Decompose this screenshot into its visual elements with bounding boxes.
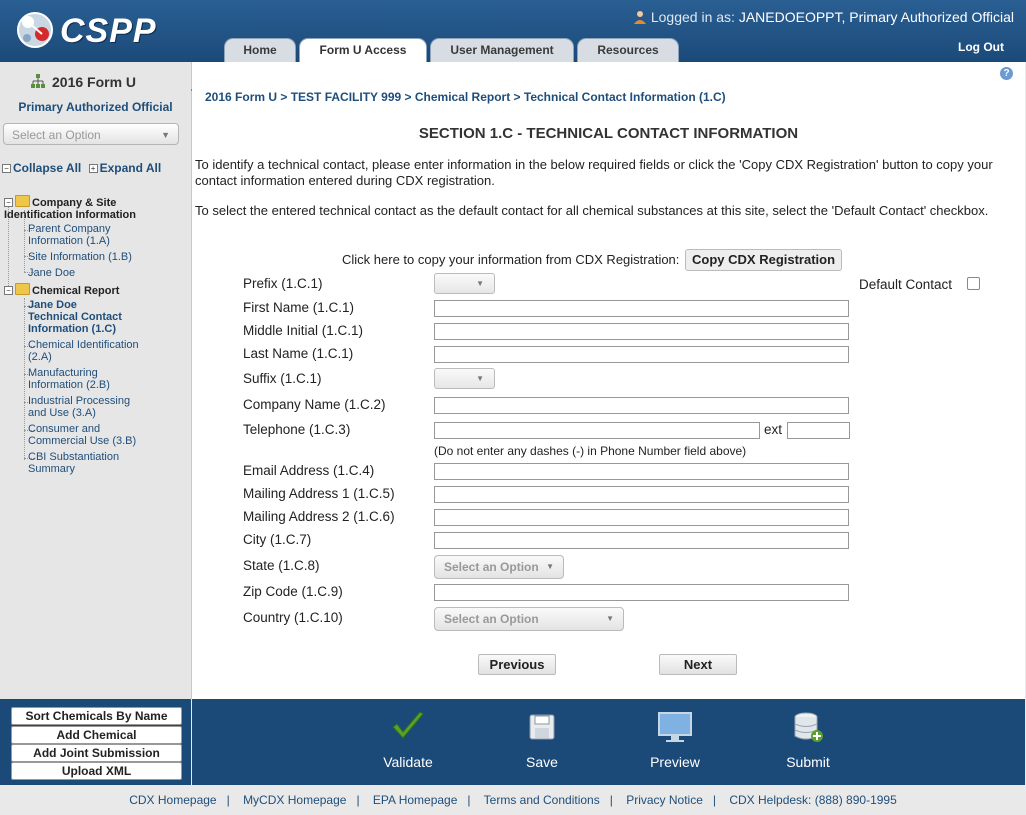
folder-icon <box>15 195 30 207</box>
logged-in-info <box>633 9 1014 25</box>
zip-code-label: Zip Code (1.C.9) <box>243 584 343 599</box>
footer-separator: | <box>712 793 716 807</box>
chevron-down-icon: ▼ <box>476 374 484 383</box>
tree-controls <box>2 161 161 175</box>
preview-label: Preview <box>650 754 700 770</box>
sidebar-role: Primary Authorized Official <box>18 100 173 114</box>
suffix-select[interactable] <box>434 368 495 389</box>
sidebar-select[interactable] <box>3 123 179 145</box>
footer-link-epa-homepage[interactable]: EPA Homepage <box>372 793 458 807</box>
save-label: Save <box>526 754 558 770</box>
email-input[interactable] <box>434 463 849 480</box>
footer-separator: | <box>226 793 230 807</box>
footer-separator: | <box>356 793 360 807</box>
instructions-paragraph-2: To select the entered technical contact as the default contact for all chemical substances at this site, select the 'Default Contact' checkbox. <box>195 203 989 218</box>
prefix-label: Prefix (1.C.1) <box>243 276 323 291</box>
footer-link-terms[interactable]: Terms and Conditions <box>483 793 600 807</box>
footer-link-privacy[interactable]: Privacy Notice <box>626 793 703 807</box>
sort-chemicals-button[interactable]: Sort Chemicals By Name <box>11 707 182 725</box>
molecule-logo-icon <box>14 8 56 50</box>
prefix-select[interactable] <box>434 273 495 294</box>
chevron-down-icon: ▼ <box>606 614 614 623</box>
logged-in-label: Logged in as: <box>650 9 735 25</box>
help-icon[interactable]: ? <box>1000 67 1013 80</box>
phone-note: (Do not enter any dashes (-) in Phone Number field above) <box>434 444 747 458</box>
footer-separator: | <box>609 793 613 807</box>
first-name-label: First Name (1.C.1) <box>243 300 355 315</box>
state-label: State (1.C.8) <box>243 558 320 573</box>
submit-label: Submit <box>786 754 830 770</box>
tree-item-chemical-identification[interactable]: Chemical Identification (2.A) <box>28 339 139 363</box>
footer <box>0 786 1026 815</box>
footer-link-mycdx-homepage[interactable]: MyCDX Homepage <box>243 793 347 807</box>
footer-link-helpdesk[interactable]: CDX Helpdesk: (888) 890-1995 <box>729 793 897 807</box>
sidebar-action-panel <box>0 699 191 785</box>
floppy-disk-icon <box>524 709 560 745</box>
checkmark-icon <box>390 709 426 745</box>
cspp-logo[interactable] <box>14 6 157 52</box>
breadcrumb[interactable]: 2016 Form U > TEST FACILITY 999 > Chemical Report > Technical Contact Information (1.C) <box>205 90 726 104</box>
middle-initial-label: Middle Initial (1.C.1) <box>243 323 364 338</box>
tree-node-chemical-report[interactable] <box>4 283 184 297</box>
sidebar-select-placeholder: Select an Option <box>12 128 101 142</box>
tree-line <box>24 298 25 460</box>
expand-icon: + <box>89 164 98 173</box>
user-icon <box>633 10 647 24</box>
tab-home[interactable]: Home <box>224 38 296 63</box>
tree-item-technical-contact[interactable]: Jane Doe Technical Contact Information (1.C) <box>28 299 122 335</box>
copy-cdx-text: Click here to copy your information from CDX Registration: <box>342 252 680 267</box>
email-label: Email Address (1.C.4) <box>243 463 375 478</box>
folder-icon <box>15 283 30 295</box>
preview-button[interactable] <box>635 709 715 770</box>
collapse-all-link[interactable]: Collapse All <box>13 161 82 175</box>
collapse-icon: − <box>2 164 11 173</box>
sidebar <box>0 62 192 699</box>
database-add-icon <box>790 709 826 745</box>
last-name-input[interactable] <box>434 346 849 363</box>
tree-node-label: Company & Site Identification Information <box>4 197 136 221</box>
default-contact-label: Default Contact <box>859 277 953 292</box>
add-joint-submission-button[interactable]: Add Joint Submission <box>11 744 182 762</box>
instructions-paragraph-1: To identify a technical contact, please enter information in the below required fields or click the 'Copy CDX Registration' button to copy your contact information entered during CDX registration. <box>195 157 993 188</box>
main-content <box>192 62 1025 699</box>
telephone-label: Telephone (1.C.3) <box>243 422 351 437</box>
tab-form-u-access[interactable]: Form U Access <box>299 38 427 64</box>
country-select-placeholder: Select an Option <box>444 612 539 626</box>
submit-button[interactable] <box>768 709 848 770</box>
mailing-address-2-label: Mailing Address 2 (1.C.6) <box>243 509 395 524</box>
upload-xml-button[interactable]: Upload XML <box>11 762 182 780</box>
expand-all-link[interactable]: Expand All <box>99 161 162 175</box>
collapse-icon: − <box>4 286 13 295</box>
collapse-icon: − <box>4 198 13 207</box>
tree-item-manufacturing[interactable]: Manufacturing Information (2.B) <box>28 367 110 391</box>
monitor-icon <box>657 709 693 745</box>
mailing-address-1-input[interactable] <box>434 486 849 503</box>
mailing-address-2-input[interactable] <box>434 509 849 526</box>
org-chart-icon <box>30 73 46 89</box>
tree-item-industrial-processing[interactable]: Industrial Processing and Use (3.A) <box>28 395 131 419</box>
company-name-label: Company Name (1.C.2) <box>243 397 386 412</box>
chevron-down-icon: ▼ <box>546 562 554 571</box>
city-input[interactable] <box>434 532 849 549</box>
tree-item-consumer-commercial[interactable]: Consumer and Commercial Use (3.B) <box>28 423 137 447</box>
save-button[interactable] <box>502 709 582 770</box>
last-name-label: Last Name (1.C.1) <box>243 346 354 361</box>
city-label: City (1.C.7) <box>243 532 312 547</box>
default-contact-checkbox[interactable] <box>967 277 980 290</box>
ext-label: ext <box>764 422 783 437</box>
header <box>0 0 1026 62</box>
previous-button[interactable]: Previous <box>478 654 556 675</box>
logo-text: CSPP <box>60 12 157 50</box>
sidebar-title <box>30 73 136 90</box>
middle-initial-input[interactable] <box>434 323 849 340</box>
tree-node-label: Chemical Report <box>32 285 120 297</box>
next-button[interactable]: Next <box>659 654 737 675</box>
country-label: Country (1.C.10) <box>243 610 343 625</box>
validate-button[interactable] <box>368 709 448 770</box>
footer-link-cdx-homepage[interactable]: CDX Homepage <box>129 793 217 807</box>
footer-separator: | <box>467 793 471 807</box>
copy-cdx-row <box>342 249 842 271</box>
extension-input[interactable] <box>787 422 850 439</box>
action-bar <box>192 699 1025 785</box>
tab-resources[interactable]: Resources <box>577 38 679 63</box>
state-select[interactable] <box>434 555 564 579</box>
tree-item-cbi-summary[interactable]: CBI Substantiation Summary <box>28 451 120 475</box>
suffix-label: Suffix (1.C.1) <box>243 371 322 386</box>
logged-in-user: JANEDOEOPPT, Primary Authorized Official <box>738 9 1014 25</box>
state-select-placeholder: Select an Option <box>444 560 539 574</box>
tree-item-jane-doe[interactable]: Jane Doe <box>28 267 76 279</box>
country-select[interactable] <box>434 607 624 631</box>
copy-cdx-registration-button[interactable]: Copy CDX Registration <box>685 249 842 271</box>
validate-label: Validate <box>383 754 433 770</box>
chevron-down-icon: ▼ <box>476 279 484 288</box>
tab-user-management[interactable]: User Management <box>430 38 574 63</box>
page-title: SECTION 1.C - TECHNICAL CONTACT INFORMATION <box>418 125 799 142</box>
telephone-input[interactable] <box>434 422 760 439</box>
company-name-input[interactable] <box>434 397 849 414</box>
tree-item-site-information[interactable]: Site Information (1.B) <box>28 251 132 263</box>
first-name-input[interactable] <box>434 300 849 317</box>
mailing-address-1-label: Mailing Address 1 (1.C.5) <box>243 486 395 501</box>
tree-node-company-site[interactable] <box>4 195 184 221</box>
logout-link[interactable]: Log Out <box>958 40 1004 54</box>
zip-code-input[interactable] <box>434 584 849 601</box>
tree-item-parent-company[interactable]: Parent Company Information (1.A) <box>28 223 111 247</box>
add-chemical-button[interactable]: Add Chemical <box>11 726 182 744</box>
chevron-down-icon: ▼ <box>161 130 170 140</box>
sidebar-title-text: 2016 Form U <box>52 74 137 90</box>
